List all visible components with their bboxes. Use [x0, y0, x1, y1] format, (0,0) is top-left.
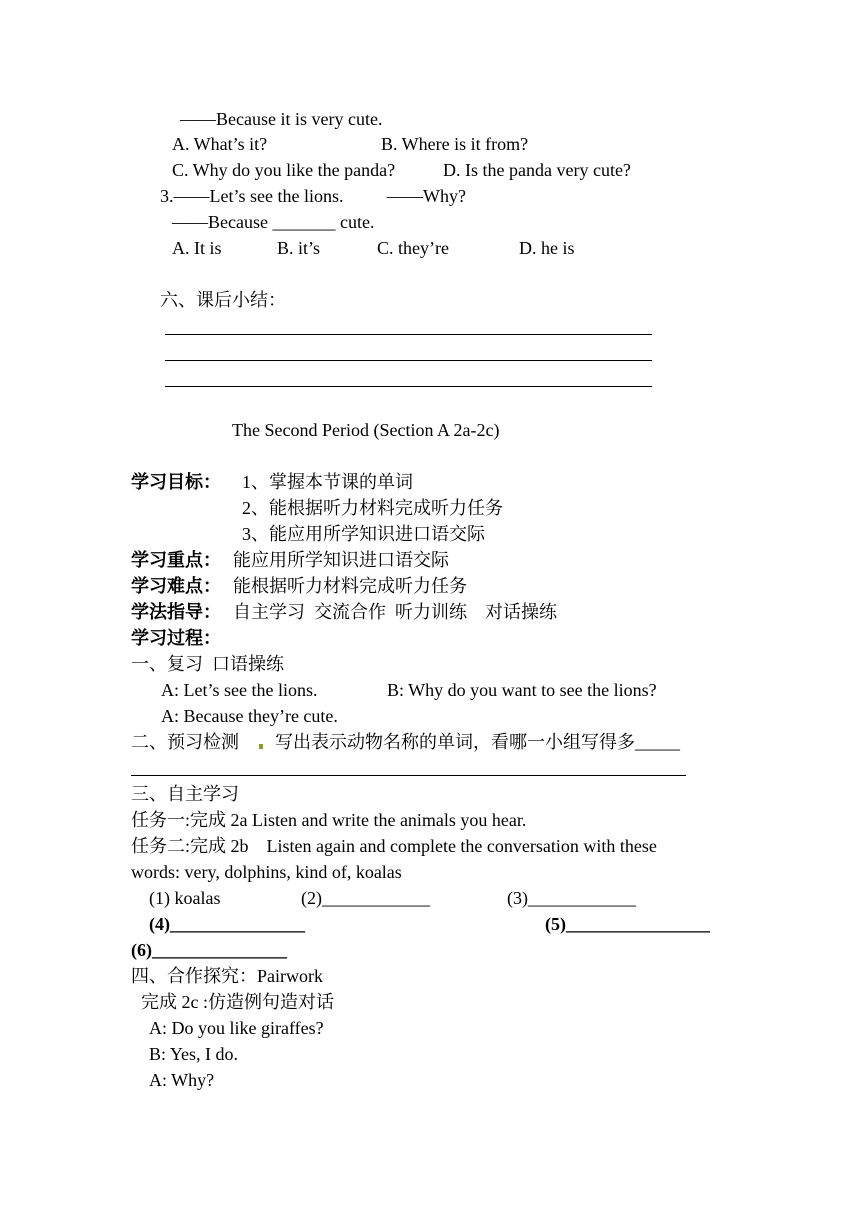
pairwork-line: B: Yes, I do. [149, 1044, 239, 1064]
q3-dialog-right: ——Why? [387, 186, 466, 206]
q3-option-c: C. they’re [377, 238, 449, 258]
blank-6: (6)_______________ [131, 940, 287, 960]
summary-heading: 六、课后小结： [160, 290, 286, 310]
preview-answer-line [131, 775, 686, 776]
q3-option-a: A. It is [172, 238, 222, 258]
q2-option-c: C. Why do you like the panda? [172, 160, 396, 180]
review-line-a2: A: Because they’re cute. [161, 706, 338, 726]
period-title: The Second Period (Section A 2a-2c) [232, 420, 500, 440]
green-dot-mark [259, 744, 263, 749]
pairwork-line: A: Why? [149, 1070, 215, 1090]
difficulty-text: 能根据听力材料完成听力任务 [233, 576, 467, 596]
summary-answer-line [165, 360, 652, 361]
review-line-a: A: Let’s see the lions. [161, 680, 318, 700]
q3-option-b: B. it’s [277, 238, 321, 258]
task-two-line2: words: very, dolphins, kind of, koalas [131, 862, 402, 882]
process-label: 学习过程： [131, 628, 221, 648]
summary-answer-line [165, 386, 652, 387]
preview-text: 写出表示动物名称的单词，看哪一小组写得多_____ [275, 732, 680, 752]
q3-option-d: D. he is [519, 238, 575, 258]
pairwork-heading: 四、合作探究：Pairwork [131, 966, 323, 986]
objective-item: 1、掌握本节课的单词 [242, 472, 413, 492]
q2-option-a: A. What’s it? [172, 134, 268, 154]
difficulty-label: 学习难点： [131, 576, 221, 596]
blank-2: (2)____________ [301, 888, 430, 908]
q3-answer-line: ——Because _______ cute. [172, 212, 375, 232]
review-line-b: B: Why do you want to see the lions? [387, 680, 657, 700]
q2-option-d: D. Is the panda very cute? [443, 160, 631, 180]
method-label: 学法指导： [131, 602, 221, 622]
q2-option-b: B. Where is it from? [381, 134, 529, 154]
self-study-heading: 三、自主学习 [131, 784, 239, 804]
key-point-text: 能应用所学知识进口语交际 [233, 550, 449, 570]
blank-1: (1) koalas [149, 888, 221, 908]
objectives-label: 学习目标： [131, 472, 221, 492]
q2-answer-line: ——Because it is very cute. [180, 109, 383, 129]
task-two-line1: 任务二:完成 2b Listen again and complete the conversation with these [131, 836, 657, 856]
pairwork-line: A: Do you like giraffes? [149, 1018, 324, 1038]
blank-4: (4)_______________ [149, 914, 305, 934]
summary-answer-line [165, 334, 652, 335]
method-text: 自主学习 交流合作 听力训练 对话操练 [233, 602, 557, 622]
blank-3: (3)____________ [507, 888, 636, 908]
q3-dialog-left: 3.——Let’s see the lions. [160, 186, 344, 206]
task-one: 任务一:完成 2a Listen and write the animals you hear. [131, 810, 527, 830]
pairwork-instruction: 完成 2c :仿造例句造对话 [141, 992, 334, 1012]
objective-item: 2、能根据听力材料完成听力任务 [242, 498, 503, 518]
preview-heading: 二、预习检测 [131, 732, 239, 752]
objective-item: 3、能应用所学知识进口语交际 [242, 524, 485, 544]
key-point-label: 学习重点： [131, 550, 221, 570]
review-heading: 一、复习 口语操练 [131, 654, 284, 674]
blank-5: (5)________________ [545, 914, 710, 934]
